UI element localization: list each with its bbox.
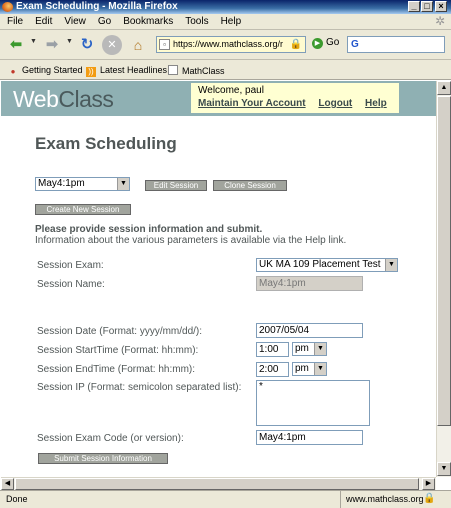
menu-view[interactable]: View xyxy=(64,16,86,27)
window-title-bar xyxy=(0,0,451,14)
session-select[interactable] xyxy=(35,177,130,191)
maintain-account-link[interactable]: Maintain Your Account xyxy=(198,98,306,109)
instruction-note: Information about the various parameters is available via the Help link. xyxy=(35,235,347,246)
session-end-label: Session EndTime (Format: hh:mm): xyxy=(37,364,196,375)
scroll-up-icon[interactable]: ▲ xyxy=(437,81,451,95)
menu-file[interactable]: File xyxy=(7,16,24,27)
bookmark-favicon-icon: ● xyxy=(10,67,16,76)
back-dropdown-icon[interactable]: ▼ xyxy=(30,38,37,45)
forward-dropdown-icon[interactable]: ▼ xyxy=(66,38,73,45)
session-exam-value: UK MA 109 Placement Test xyxy=(259,259,381,270)
instruction-heading: Please provide session information and submit. xyxy=(35,224,263,235)
session-name-field[interactable]: May4:1pm xyxy=(256,276,363,291)
chevron-down-icon: ▼ xyxy=(385,259,397,271)
bookmark-label: MathClass xyxy=(182,66,225,76)
firefox-icon xyxy=(2,2,13,12)
padlock-icon[interactable]: 🔒 xyxy=(423,493,436,504)
status-bar xyxy=(0,490,451,508)
chevron-down-icon: ▼ xyxy=(117,178,129,190)
bookmark-mathclass[interactable] xyxy=(168,65,225,76)
search-input[interactable] xyxy=(347,36,445,53)
menu-edit[interactable]: Edit xyxy=(35,16,53,27)
status-text: Done xyxy=(6,494,28,504)
session-start-field[interactable]: 1:00 xyxy=(256,342,289,357)
close-button[interactable]: × xyxy=(435,1,447,12)
session-ip-label: Session IP (Format: semicolon separated list): xyxy=(37,382,242,393)
clone-session-button[interactable]: Clone Session xyxy=(213,180,287,191)
session-end-ampm-select[interactable] xyxy=(292,362,327,376)
edit-session-button[interactable]: Edit Session xyxy=(145,180,207,191)
session-end-field[interactable]: 2:00 xyxy=(256,362,289,377)
bookmark-latest-headlines[interactable] xyxy=(86,65,167,77)
google-icon: G xyxy=(351,39,359,50)
scroll-down-icon[interactable]: ▼ xyxy=(437,462,451,476)
menu-go[interactable]: Go xyxy=(97,16,112,27)
session-start-ampm-select[interactable] xyxy=(292,342,327,356)
session-date-label: Session Date (Format: yyyy/mm/dd/): xyxy=(37,326,203,337)
session-exam-label: Session Exam: xyxy=(37,260,104,271)
go-arrow-icon: ▶ xyxy=(312,38,323,49)
logout-link[interactable]: Logout xyxy=(318,98,353,109)
rss-icon: )) xyxy=(86,67,96,77)
throbber-icon: ✲ xyxy=(434,14,446,28)
end-ampm-value: pm xyxy=(295,363,309,374)
padlock-icon[interactable]: 🔒 xyxy=(289,39,302,50)
menu-help[interactable]: Help xyxy=(220,16,242,27)
scroll-left-icon[interactable]: ◀ xyxy=(1,478,14,490)
help-link[interactable]: Help xyxy=(365,98,387,109)
chevron-down-icon: ▼ xyxy=(314,363,326,375)
session-exam-select[interactable] xyxy=(256,258,398,272)
scroll-right-icon[interactable]: ▶ xyxy=(422,478,435,490)
bookmark-getting-started[interactable] xyxy=(8,65,83,77)
maximize-button[interactable]: □ xyxy=(421,1,433,12)
forward-icon[interactable]: ➡ xyxy=(45,36,59,53)
minimize-button[interactable]: _ xyxy=(408,1,420,12)
site-favicon-icon: ▫ xyxy=(159,39,170,50)
create-new-session-button[interactable]: Create New Session xyxy=(35,204,131,215)
webclass-logo: WebClass xyxy=(13,86,114,112)
vertical-scrollbar[interactable] xyxy=(436,81,451,477)
session-code-label: Session Exam Code (or version): xyxy=(37,433,184,444)
back-icon[interactable]: ⬅ xyxy=(9,36,23,53)
site-header xyxy=(1,81,436,116)
page-content xyxy=(1,81,436,477)
status-site: www.mathclass.org xyxy=(340,491,436,508)
url-bar[interactable] xyxy=(156,36,306,53)
url-text: https://www.mathclass.org/r xyxy=(173,39,284,49)
menu-bookmarks[interactable]: Bookmarks xyxy=(123,16,174,27)
chevron-down-icon: ▼ xyxy=(314,343,326,355)
session-select-value: May4:1pm xyxy=(38,178,85,189)
bookmark-label: Getting Started xyxy=(22,65,83,75)
welcome-box xyxy=(191,83,399,113)
page-title: Exam Scheduling xyxy=(35,134,177,153)
submit-session-button[interactable]: Submit Session Information xyxy=(38,453,168,464)
stop-icon[interactable]: ✕ xyxy=(102,35,122,55)
bookmark-label: Latest Headlines xyxy=(100,65,168,75)
start-ampm-value: pm xyxy=(295,343,309,354)
session-ip-textarea[interactable]: * xyxy=(256,380,370,426)
reload-icon[interactable]: ↻ xyxy=(80,36,94,53)
page-icon xyxy=(168,65,178,75)
session-date-field[interactable]: 2007/05/04 xyxy=(256,323,363,338)
welcome-text: Welcome, paul xyxy=(198,85,264,96)
vertical-scroll-thumb[interactable] xyxy=(437,96,451,426)
home-icon[interactable]: ⌂ xyxy=(133,37,143,53)
window-title: Exam Scheduling - Mozilla Firefox xyxy=(16,1,178,12)
horizontal-scroll-thumb[interactable] xyxy=(15,478,419,490)
session-code-field[interactable]: May4:1pm xyxy=(256,430,363,445)
go-label: Go xyxy=(326,37,340,48)
menu-bar xyxy=(0,14,451,30)
go-button[interactable] xyxy=(312,37,339,49)
menu-tools[interactable]: Tools xyxy=(185,16,209,27)
navigation-toolbar xyxy=(0,30,451,60)
horizontal-scrollbar[interactable] xyxy=(1,477,436,490)
session-name-label: Session Name: xyxy=(37,279,105,290)
session-start-label: Session StartTime (Format: hh:mm): xyxy=(37,345,199,356)
bookmarks-toolbar xyxy=(0,60,451,80)
